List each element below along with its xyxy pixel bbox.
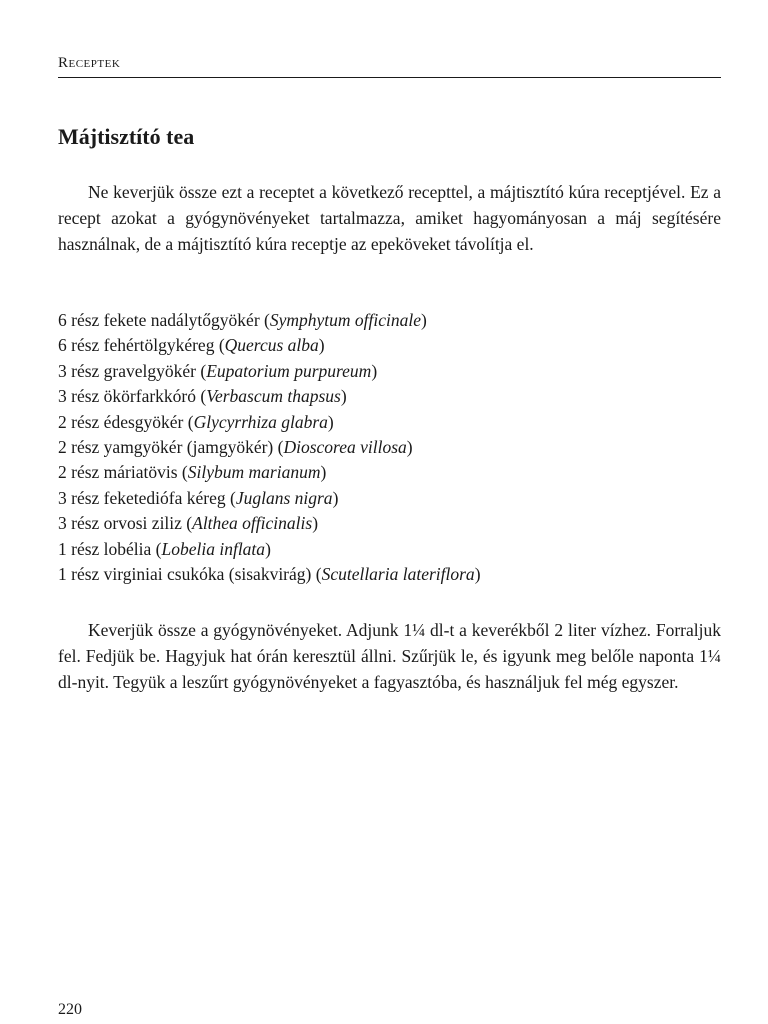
ingredient-close: ) [406,437,413,458]
ingredient-close: ) [320,462,327,483]
recipe-title: Májtisztító tea [58,124,195,149]
ingredient-amount: 1 rész lobélia ( [58,538,162,559]
ingredient-amount: 2 rész yamgyökér (jamgyökér) ( [58,437,284,458]
ingredient-amount: 2 rész máriatövis ( [58,462,188,483]
header-rule [58,77,721,78]
ingredient-latin-name: Scutellaria lateriflora [321,564,475,585]
ingredient-item [58,333,481,358]
ingredient-amount: 6 rész fekete nadálytőgyökér ( [58,310,270,330]
ingredient-close: ) [312,513,319,534]
ingredient-amount: 1 rész virginiai csukóka (sisakvirág) ( [58,564,322,585]
ingredient-item [58,359,481,384]
ingredient-latin-name: Juglans nigra [235,487,333,508]
ingredient-latin-name: Verbascum thapsus [206,386,341,407]
ingredient-close: ) [327,411,334,432]
ingredient-amount: 6 rész fehértölgykéreg ( [58,335,225,356]
ingredient-amount: 3 rész feketediófa kéreg ( [58,487,236,508]
ingredient-amount: 3 rész orvosi ziliz ( [58,513,193,534]
ingredient-item [58,460,481,485]
ingredient-close: ) [332,487,339,508]
ingredient-latin-name: Symphytum officinale [269,310,422,330]
ingredient-close: ) [340,386,347,407]
ingredient-amount: 3 rész ökörfarkkóró ( [58,386,207,407]
ingredient-close: ) [421,310,427,330]
ingredient-item [58,308,481,333]
ingredient-latin-name: Althea officinalis [192,513,313,534]
ingredient-latin-name: Quercus alba [224,335,319,356]
intro-paragraph: Ne keverjük össze ezt a receptet a következő recepttel, a májtisztító kúra receptjével. Ez a recept azokat a gyógynövényeket tartalmazza, amiket hagyományosan a máj segítésére használnak, de a májtisztító kúra receptje az epeköveket távolítja el. [58,182,721,254]
ingredient-item [58,384,481,409]
ingredient-close: ) [265,538,271,559]
page-number: 220 [58,1001,82,1018]
running-header: Receptek [58,55,121,71]
ingredient-latin-name: Lobelia inflata [161,538,266,559]
ingredient-close: ) [474,564,481,585]
ingredient-latin-name: Glycyrrhiza glabra [193,411,328,432]
ingredient-close: ) [318,335,325,356]
ingredient-amount: 2 rész édesgyökér ( [58,411,194,432]
ingredient-latin-name: Eupatorium purpureum [206,360,372,381]
instructions-paragraph: Keverjük össze a gyógynövényeket. Adjunk 1¼ dl-t a keverékből 2 liter vízhez. Forraljuk fel. Fedjük be. Hagyjuk hat órán keresztül állni. Szűrjük le, és igyunk meg belőle naponta 1¼ dl-nyit. Tegyük a leszűrt gyógynövényeket a fagyasztóba, és használjuk fel még egyszer. [58,620,721,692]
ingredient-close: ) [371,360,378,381]
ingredient-item [58,486,481,511]
ingredient-item [58,537,481,562]
ingredient-item [58,410,481,435]
ingredient-item [58,511,481,536]
ingredient-latin-name: Dioscorea villosa [283,437,407,458]
ingredient-amount: 3 rész gravelgyökér ( [58,360,207,381]
ingredient-list [58,308,481,587]
ingredient-item [58,435,481,460]
ingredient-latin-name: Silybum marianum [187,462,321,483]
ingredient-item [58,562,481,587]
